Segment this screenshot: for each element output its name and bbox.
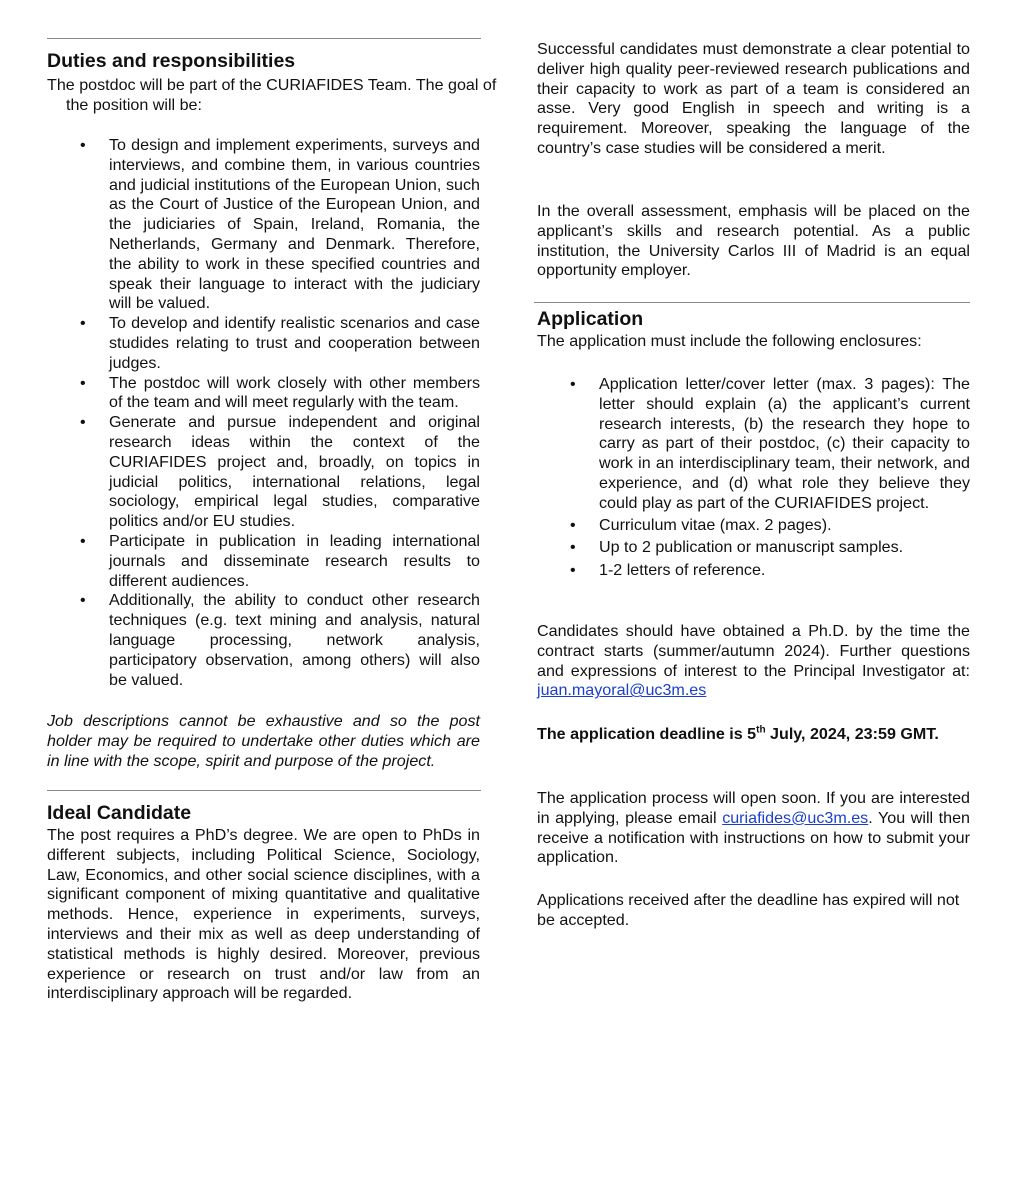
bullet-icon: • [80, 413, 86, 432]
duties-title: Duties and responsibilities [47, 50, 296, 72]
list-item: • Application letter/cover letter (max. 3 pages): The letter should explain (a) the applicant’s current research interests, (b) the research they hope to carry as part of their postdoc, (c) their capacity to work in an interdisciplinary team, their network, and experience, and (d) what role they believe they could play as part of the CURIAFIDES project. [570, 375, 970, 512]
ideal-candidate-text: The post requires a PhD’s degree. We are open to PhDs in different subjects, including Political Science, Sociology, Law, Economics, and other social science disciplines, with a significant component of mixing quantitative and qualitative methods. Hence, experience in experiments, surveys, interviews and their mix as well as deep understanding of statistical methods is highly desired. Moreover, previous experience or research on trust and/or law from an interdisciplinary approach will be regarded. [47, 826, 480, 1003]
list-item: • Up to 2 publication or manuscript samples. [570, 538, 904, 557]
list-item: • Additionally, the ability to conduct other research techniques (e.g. text mining and analysis, natural language processing, network analysis, participatory observation, among others) will also be valued. [80, 591, 480, 689]
list-item: • 1-2 letters of reference. [570, 561, 766, 580]
section-divider [47, 38, 481, 39]
curiafides-email-link[interactable]: curiafides@uc3m.es [722, 808, 869, 827]
list-item: • To design and implement experiments, surveys and interviews, and combine them, in various countries and judicial institutions of the European Union, such as the Court of Justice of the European Union, and the judiciaries of Spain, Ireland, Romania, the Netherlands, Germany and Denmark. Therefore, the ability to work in these specified countries and speak their language to interact with the judiciary will be valued. [80, 136, 480, 313]
list-item: • The postdoc will work closely with other members of the team and will meet regularly with the team. [80, 373, 480, 412]
list-item: • To develop and identify realistic scenarios and case studides relating to trust and cooperation between judges. [80, 314, 480, 372]
application-title: Application [537, 308, 644, 330]
list-item: • Generate and pursue independent and original research ideas within the context of the CURIAFIDES project and, broadly, on topics in judicial politics, international relations, legal sociology, empirical legal studies, comparative politics and/or EU studies. [80, 413, 480, 531]
bullet-icon: • [80, 136, 86, 154]
bullet-icon: • [570, 515, 576, 534]
application-process-text: The application process will open soon. If you are interested in applying, please email curiafides@uc3m.es. You will then receive a notification with instructions on how to submit your application. [537, 789, 971, 867]
bullet-icon: • [570, 375, 576, 393]
assessment-text: In the overall assessment, emphasis will be placed on the applicant’s skills and research potential. As a public institution, the University Carlos III of Madrid is an equal opportunity employer. [537, 202, 970, 280]
pi-email-link[interactable]: juan.mayoral@uc3m.es [537, 681, 707, 700]
duties-list [47, 136, 480, 690]
bullet-icon: • [80, 591, 86, 610]
list-item: • Curriculum vitae (max. 2 pages). [570, 515, 832, 534]
section-divider [47, 790, 481, 791]
contact-paragraph: Candidates should have obtained a Ph.D. by the time the contract starts (summer/autumn 2024). Further questions and expressions of interest to the Principal Investigator at: juan.mayoral@uc3m.es [537, 622, 970, 700]
section-divider [534, 302, 970, 303]
bullet-icon: • [80, 531, 86, 550]
ideal-candidate-continued: Successful candidates must demonstrate a clear potential to deliver high quality peer-reviewed research publications and their capacity to work as part of a team is considered an asse. Very good English in speech and writing is a requirement. Moreover, speaking the language of the country’s case studies will be considered a merit. [537, 40, 970, 157]
deadline-text: The application deadline is 5th July, 2024, 23:59 GMT. [537, 724, 939, 743]
enclosures-list [537, 375, 970, 581]
duties-intro: The postdoc will be part of the CURIAFIDES Team. The goal of the position will be: [47, 76, 497, 114]
bullet-icon: • [570, 561, 576, 580]
job-description-note: Job descriptions cannot be exhaustive and so the post holder may be required to undertake other duties which are in line with the scope, spirit and purpose of the project. [47, 712, 480, 770]
application-intro: The application must include the following enclosures: [537, 332, 922, 350]
late-applications-note: Applications received after the deadline has expired will not be accepted. [537, 891, 960, 929]
ideal-candidate-title: Ideal Candidate [47, 802, 192, 824]
bullet-icon: • [80, 314, 86, 333]
bullet-icon: • [80, 373, 86, 392]
list-item: • Participate in publication in leading international journals and disseminate research results to different audiences. [80, 531, 480, 590]
bullet-icon: • [570, 538, 576, 557]
